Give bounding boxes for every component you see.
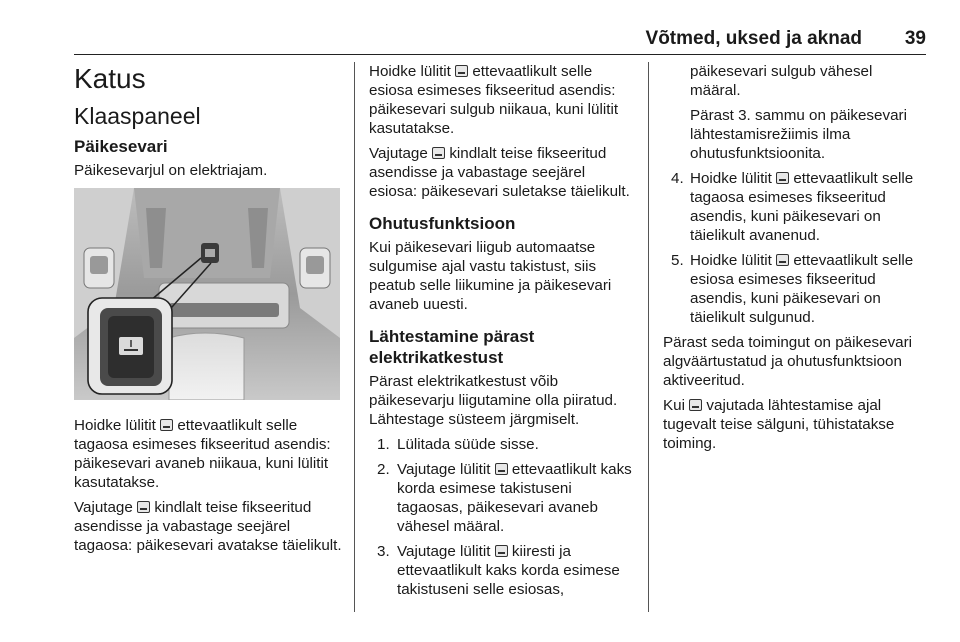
- column-3: [663, 62, 927, 459]
- paragraph: Hoidke lülitit ettevaatlikult selle esiosa esimeses fikseeritud asendis: päikesevari sulgub niikaua, kuni lülitit kasutatakse.: [369, 63, 619, 137]
- subsection-title: Klaaspaneel: [74, 103, 201, 129]
- sunshade-switch-icon: [495, 545, 508, 557]
- column-divider: [648, 62, 649, 612]
- topic-heading: Päikesevari: [74, 137, 168, 156]
- sunshade-switch-icon: [432, 147, 445, 159]
- sunshade-switch-icon: [137, 501, 150, 513]
- column-divider: [354, 62, 355, 612]
- list-item: 1. Lülitada süüde sisse.: [377, 436, 539, 453]
- topic-heading: Lähtestamine pärast elektrikatkestust: [369, 327, 535, 367]
- list-note: Pärast 3. sammu on päikesevari lähtestamisrežiimis ilma ohutusfunktsioonita.: [690, 107, 907, 162]
- list-item: 5. Hoidke lülitit ettevaatlikult selle esiosa esimeses fikseeritud asendis, kuni päikesevari on täielikult sulgunud.: [671, 252, 914, 326]
- sunshade-switch-icon: [776, 172, 789, 184]
- steps-list: [663, 169, 927, 327]
- sunshade-switch-icon: [160, 419, 173, 431]
- list-continuation: päikesevari sulgub vähesel määral.: [690, 63, 873, 99]
- list-item: 2. Vajutage lülitit ettevaatlikult kaks korda esimese takistuseni tagaosas, päikesevari avaneb vähesel määral.: [377, 461, 632, 535]
- paragraph: Vajutage kindlalt teise fikseeritud asendisse ja vabastage seejärel tagaosa: päikesevari avatakse täielikult.: [74, 499, 342, 554]
- column-1: [74, 62, 342, 561]
- intro-paragraph: Päikesevarjul on elektriajam.: [74, 162, 268, 179]
- roof-console-photo: [74, 188, 340, 400]
- paragraph: Hoidke lülitit ettevaatlikult selle tagaosa esimeses fikseeritud asendis: päikesevari avaneb niikaua, kuni lülitit kasutatakse.: [74, 417, 331, 491]
- sunshade-switch-icon: [689, 399, 702, 411]
- sunshade-switch-icon: [495, 463, 508, 475]
- steps-list: [369, 435, 637, 599]
- running-title: Võtmed, uksed ja aknad: [645, 28, 862, 49]
- column-2: [369, 62, 637, 605]
- sunshade-switch-icon: [455, 65, 468, 77]
- paragraph: Kui päikesevari liigub automaatse sulgumise ajal vastu takistust, siis peatub selle liikumine ja päikesevari avaneb uuesti.: [369, 239, 612, 313]
- list-item: 4. Hoidke lülitit ettevaatlikult selle tagaosa esimeses fikseeritud asendis, kuni päikesevari on täielikult avanenud.: [671, 170, 914, 244]
- paragraph: Pärast seda toimingut on päikesevari algväärtustatud ja ohutusfunktsioon aktiveeritud.: [663, 334, 913, 389]
- topic-heading: Ohutusfunktsioon: [369, 214, 516, 233]
- paragraph: Kui vajutada lähtestamise ajal tugevalt teise sälguni, tühistatakse toiming.: [663, 397, 895, 452]
- paragraph: Pärast elektrikatkestust võib päikesevarju liigutamine olla piiratud. Lähtestage süsteem järgmiselt.: [369, 373, 618, 428]
- list-item: 3. Vajutage lülitit kiiresti ja ettevaatlikult kaks korda esimese takistuseni selle esiosas,: [377, 543, 620, 598]
- paragraph: Vajutage kindlalt teise fikseeritud asendisse ja vabastage seejärel esiosa: päikesevari suletakse täielikult.: [369, 145, 630, 200]
- page-header: [74, 26, 926, 55]
- sunshade-switch-icon: [776, 254, 789, 266]
- page-number: 39: [904, 28, 926, 49]
- section-title: Katus: [74, 63, 146, 94]
